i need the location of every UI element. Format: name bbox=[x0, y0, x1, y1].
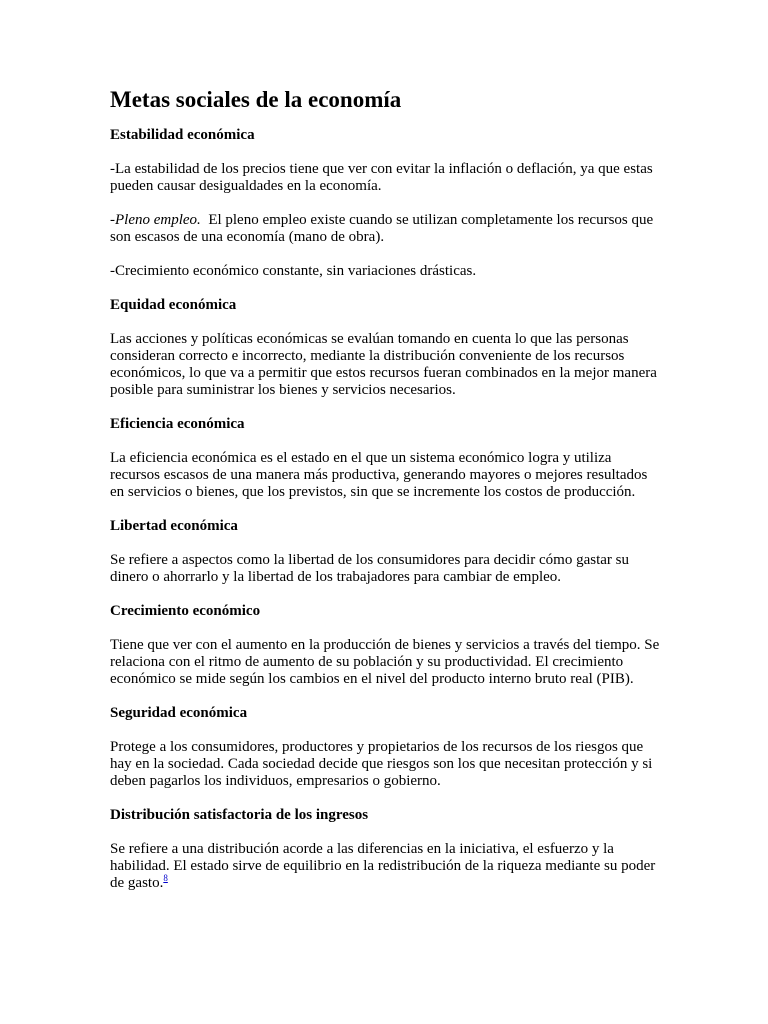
paragraph-estabilidad-precios: -La estabilidad de los precios tiene que ver con evitar la inflación o deflación, ya que estas pueden causar desigualdades en la economía. bbox=[110, 161, 653, 194]
paragraph-crecimiento: Tiene que ver con el aumento en la producción de bienes y servicios a través del tiempo. Se relaciona con el ritmo de aumento de su población y su productividad. El crecimiento económico se mide según los cambios en el nivel del producto interno bruto real (PIB). bbox=[110, 637, 660, 687]
heading-eficiencia: Eficiencia económica bbox=[110, 416, 245, 432]
footnote-link[interactable]: 8 bbox=[163, 873, 168, 883]
paragraph-distribucion-text: Se refiere a una distribución acorde a las diferencias en la iniciativa, el esfuerzo y la habilidad. El estado sirve de equilibrio en la redistribución de la riqueza mediante su poder de gasto. bbox=[110, 841, 656, 891]
heading-estabilidad: Estabilidad económica bbox=[110, 127, 255, 143]
paragraph-pleno-empleo bbox=[110, 212, 662, 246]
page-title: Metas sociales de la economía bbox=[110, 87, 402, 112]
heading-equidad: Equidad económica bbox=[110, 297, 237, 313]
pleno-empleo-text: El pleno empleo existe cuando se utilizan completamente los recursos que son escasos de una economía (mano de obra). bbox=[110, 212, 657, 245]
paragraph-libertad: Se refiere a aspectos como la libertad de los consumidores para decidir cómo gastar su dinero o ahorrarlo y la libertad de los trabajadores para cambiar de empleo. bbox=[110, 552, 629, 585]
paragraph-seguridad: Protege a los consumidores, productores y propietarios de los recursos de los riesgos que hay en la sociedad. Cada sociedad decide que riesgos son los que necesitan protección y si deben pagarlos los individuos, empresarios o gobierno. bbox=[110, 739, 653, 789]
heading-crecimiento: Crecimiento económico bbox=[110, 603, 261, 619]
heading-distribucion: Distribución satisfactoria de los ingresos bbox=[110, 807, 369, 823]
heading-libertad: Libertad económica bbox=[110, 518, 238, 534]
paragraph-equidad: Las acciones y políticas económicas se evalúan tomando en cuenta lo que las personas consideran correcto e incorrecto, mediante la distribución conveniente de los recursos económicos, lo que va a permitir que estos recursos fueran combinados en la mejor manera posible para suministrar los bienes y servicios necesarios. bbox=[110, 331, 657, 398]
heading-seguridad: Seguridad económica bbox=[110, 705, 248, 721]
paragraph-eficiencia: La eficiencia económica es el estado en el que un sistema económico logra y utiliza recursos escasos de una manera más productiva, generando mayores o mejores resultados en servicios o bienes, que los previstos, sin que se incremente los costos de producción. bbox=[110, 450, 648, 500]
document-page bbox=[110, 86, 662, 909]
paragraph-crecimiento-constante: -Crecimiento económico constante, sin variaciones drásticas. bbox=[110, 263, 477, 279]
paragraph-distribucion bbox=[110, 841, 662, 892]
pleno-empleo-italic: -Pleno empleo. bbox=[110, 212, 201, 228]
